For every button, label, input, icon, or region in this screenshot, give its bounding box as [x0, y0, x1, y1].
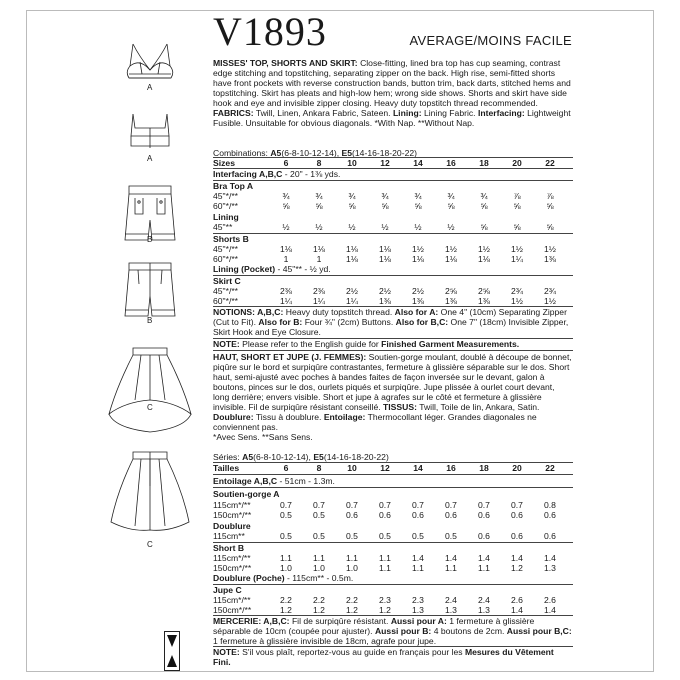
bra-45-row: 45"*/** ¾ ¾ ¾ ¾ ¾ ¾ ¾ ⅞ ⅞	[213, 191, 554, 201]
difficulty-level: AVERAGE/MOINS FACILE	[409, 33, 572, 48]
sg-115-row: 115cm*/** 0.7 0.7 0.7 0.7 0.7 0.7 0.7 0.7 0.8	[213, 500, 556, 510]
french-description: HAUT, SHORT ET JUPE (J. FEMMES): Soutien-gorge moulant, doublé à découpe de bonnet, piqûre sur le bord et surpiqûre contrastantes, fermeture à glissière séparable sur le dos. Short haut, semi-ajusté avec poches à bandes faites de façon inversée sur le devant, galon à boutons, pinces sur le dos, ourlets piqués et surpiqûre. Jupe plissée à ourlet court devant, long derrière; envers visible. Short et jupe à agrafes sur le côté et fermeture à glissière invisible. Fil de surpiqûre résistant conseillé. TISSUS: Twill, Toile de lin, Ankara, Satin. Doublure: Tissu à doublure. Entoilage: Thermocollant léger. Grandes diagonales ne conviennent pas. *Avec Sens. **Sans Sens.	[213, 352, 572, 442]
series: Séries: A5(6-8-10-12-14), E5(14-16-18-20-22)	[213, 452, 389, 462]
view-label: B	[147, 316, 153, 325]
short-heading: Short B	[213, 543, 245, 553]
shorts-back-drawing	[125, 263, 175, 316]
table-rule	[213, 474, 573, 475]
soutien-gorge-heading: Soutien-gorge A	[213, 489, 280, 499]
garment-illustrations	[105, 36, 195, 636]
english-note: NOTE: Please refer to the English guide for Finished Garment Measurements.	[213, 339, 520, 349]
shorts-heading: Shorts B	[213, 234, 249, 244]
view-label: C	[147, 540, 153, 549]
short-150-row: 150cm*/** 1.0 1.0 1.0 1.1 1.1 1.1 1.1 1.2 1.3	[213, 563, 556, 573]
interfacing-row: Interfacing A,B,C - 20" - 1⅜ yds.	[213, 169, 341, 179]
entoilage-row: Entoilage A,B,C - 51cm - 1.3m.	[213, 476, 335, 486]
bra-top-back-drawing	[131, 114, 169, 148]
table-rule	[213, 350, 573, 351]
shorts-lining-row: Lining (Pocket) - 45"** - ½ yd.	[213, 264, 331, 274]
skirt-front-drawing	[109, 348, 191, 432]
bra-60-row: 60"*/** ⅝ ⅝ ⅝ ⅝ ⅝ ⅝ ⅝ ⅝ ⅝	[213, 201, 554, 211]
french-note: NOTE: S'il vous plaît, reportez-vous au guide en français pour les Mesures du Vêtement Fini.	[213, 647, 554, 667]
tailles-row: Tailles 6 8 10 12 14 16 18 20 22	[213, 463, 555, 473]
view-label: C	[147, 403, 153, 412]
bra-lining-row: 45"** ½ ½ ½ ½ ½ ½ ⅝ ⅝ ⅝	[213, 222, 554, 232]
view-label: A	[147, 83, 153, 92]
doublure-115-row: 115cm** 0.5 0.5 0.5 0.5 0.5 0.5 0.6 0.6 0.6	[213, 531, 556, 541]
jupe-heading: Jupe C	[213, 585, 242, 595]
short-115-row: 115cm*/** 1.1 1.1 1.1 1.1 1.4 1.4 1.4 1.4 1.4	[213, 553, 556, 563]
fold-arrows-icon	[164, 631, 180, 671]
bra-lining-heading: Lining	[213, 212, 239, 222]
skirt-heading: Skirt C	[213, 276, 241, 286]
bra-top-heading: Bra Top A	[213, 181, 254, 191]
shorts-45-row: 45"*/** 1⅛ 1⅛ 1⅛ 1⅛ 1½ 1½ 1½ 1½ 1½	[213, 244, 556, 254]
shorts-front-drawing	[125, 186, 175, 240]
french-mercerie: MERCERIE: A,B,C: Fil de surpiqûre résistant. Aussi pour A: 1 fermeture à glissière séparable de 10cm (coupée pour ajuster). Aussi pour B: 4 boutons de 2cm. Aussi pour B,C: 1 fermeture à glissière invisible de 18cm, agrafe pour jupe.	[213, 616, 572, 646]
english-notions: NOTIONS: A,B,C: Heavy duty topstitch thread. Also for A: One 4" (10cm) Separating Zipper (Cut to Fit). Also for B: Four ¾" (2cm) Buttons. Also for B,C: One 7" (18cm) Invisible Zipper, Skirt Hook and Eye Closure.	[213, 307, 569, 337]
sizes-row: Sizes 6 8 10 12 14 16 18 20 22	[213, 158, 555, 168]
skirt-60-row: 60"*/** 1¼ 1¼ 1¼ 1⅜ 1⅜ 1⅜ 1⅜ 1½ 1½	[213, 296, 556, 306]
combinations: Combinations: A5(6-8-10-12-14), E5(14-16-18-20-22)	[213, 148, 417, 158]
doublure-heading: Doublure	[213, 521, 251, 531]
jupe-150-row: 150cm*/** 1.2 1.2 1.2 1.2 1.3 1.3 1.3 1.4 1.4	[213, 605, 556, 615]
skirt-45-row: 45"*/** 2⅜ 2⅜ 2½ 2½ 2½ 2⅝ 2⅝ 2¾ 2¾	[213, 286, 556, 296]
table-rule	[213, 487, 573, 488]
view-label: A	[147, 154, 153, 163]
english-description: MISSES' TOP, SHORTS AND SKIRT: Close-fitting, lined bra top has cup seaming, contrast edge stitching and topstitching, separating zipper on the back. High rise, semi-fitted shorts have front pockets with reverse construction bands, button trim, back darts, stitched hems and topstitching. Skirt has pleats and high-low hem; wrong side shows. Shorts and skirt have side hook and eye and invisible zipper closing. Heavy duty topstitch thread recommended. FABRICS: Twill, Linen, Ankara Fabric, Sateen. Lining: Lining Fabric. Interfacing: Lightweight Fusible. Unsuitable for obvious diagonals. *With Nap. **Without Nap.	[213, 58, 571, 128]
jupe-115-row: 115cm*/** 2.2 2.2 2.2 2.3 2.3 2.4 2.4 2.6 2.6	[213, 595, 556, 605]
shorts-60-row: 60"*/** 1 1 1⅛ 1⅛ 1⅛ 1⅛ 1⅛ 1¼ 1⅜	[213, 254, 556, 264]
bra-top-front-drawing	[127, 44, 173, 78]
doublure-poche-row: Doublure (Poche) - 115cm** - 0.5m.	[213, 573, 354, 583]
view-label: B	[147, 235, 153, 244]
pattern-number: V1893	[213, 9, 327, 54]
sg-150-row: 150cm*/** 0.5 0.5 0.6 0.6 0.6 0.6 0.6 0.6 0.6	[213, 510, 556, 520]
skirt-back-drawing	[111, 452, 189, 530]
